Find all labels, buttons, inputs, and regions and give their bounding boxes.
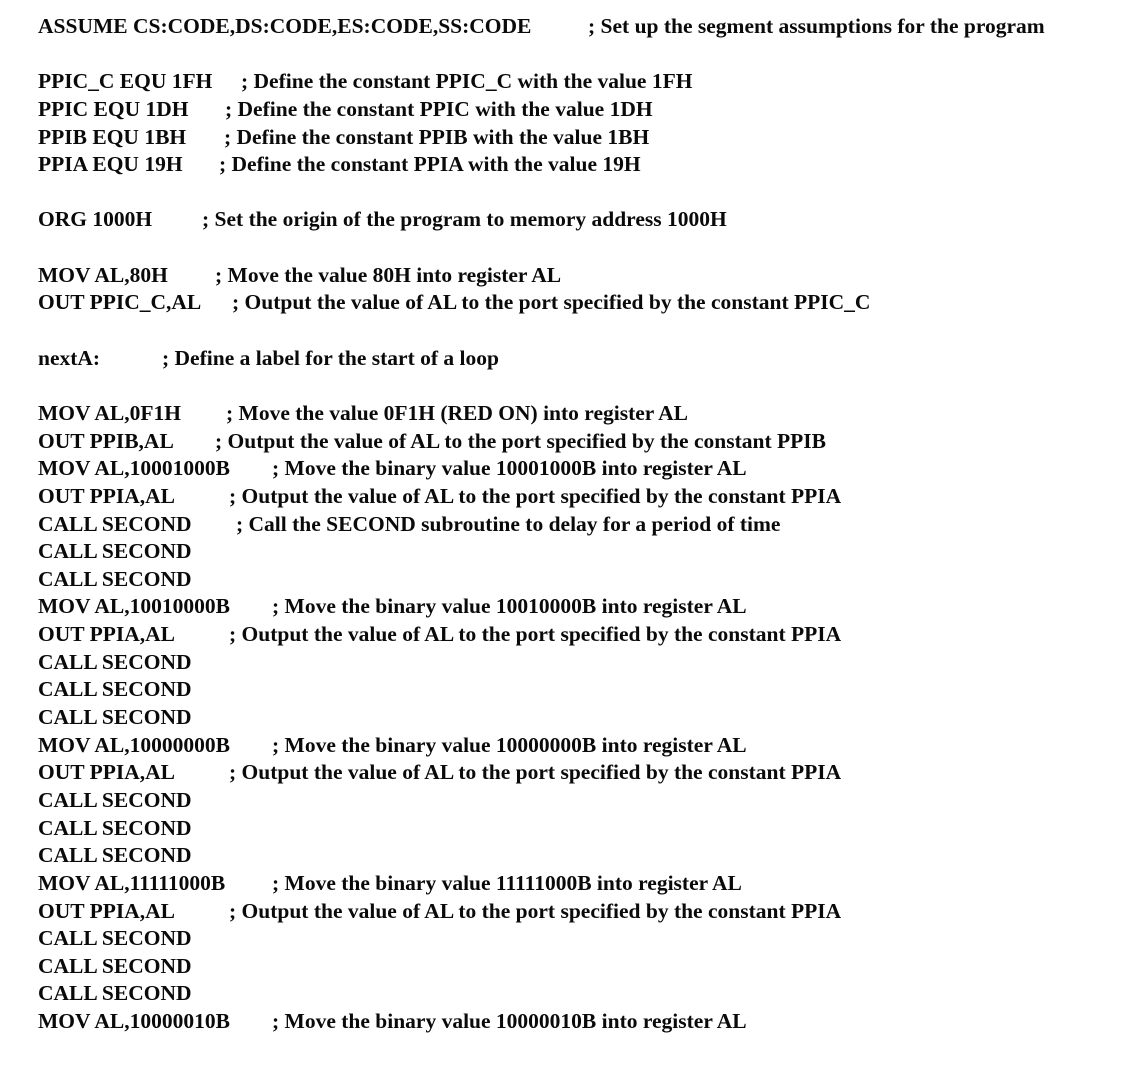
code-line (38, 400, 1106, 428)
instruction: OUT PPIC_C,AL (38, 290, 202, 315)
blank-line (38, 179, 1106, 207)
comment: ; Move the binary value 10010000B into register AL (272, 594, 747, 619)
instruction: CALL SECOND (38, 981, 192, 1006)
instruction: PPIB EQU 1BH (38, 124, 187, 149)
assembly-listing (38, 13, 1106, 1036)
instruction: CALL SECOND (38, 539, 192, 564)
comment: ; Output the value of AL to the port specified by the constant PPIA (229, 760, 842, 785)
instruction: CALL SECOND (38, 787, 192, 812)
instruction: OUT PPIA,AL (38, 622, 175, 647)
instruction: OUT PPIA,AL (38, 483, 175, 508)
comment: ; Move the value 80H into register AL (215, 262, 562, 287)
code-line (38, 151, 1106, 179)
code-line (38, 511, 1106, 539)
instruction: nextA: (38, 345, 101, 370)
code-line (38, 815, 1106, 843)
comment: ; Define the constant PPIC with the value 1DH (225, 96, 653, 121)
instruction: CALL SECOND (38, 649, 192, 674)
code-line (38, 124, 1106, 152)
code-line (38, 898, 1106, 926)
instruction: MOV AL,0F1H (38, 400, 181, 425)
code-line (38, 759, 1106, 787)
instruction: MOV AL,80H (38, 262, 168, 287)
code-line (38, 925, 1106, 953)
comment: ; Output the value of AL to the port specified by the constant PPIA (229, 622, 842, 647)
code-line (38, 96, 1106, 124)
instruction: MOV AL,10001000B (38, 456, 230, 481)
code-line (38, 345, 1106, 373)
comment: ; Move the binary value 10000010B into register AL (272, 1009, 747, 1034)
instruction: PPIA EQU 19H (38, 152, 183, 177)
instruction: CALL SECOND (38, 926, 192, 951)
code-line (38, 483, 1106, 511)
code-line (38, 206, 1106, 234)
blank-line (38, 317, 1106, 345)
instruction: PPIC EQU 1DH (38, 96, 189, 121)
instruction: MOV AL,10000010B (38, 1009, 230, 1034)
code-line (38, 676, 1106, 704)
instruction: CALL SECOND (38, 705, 192, 730)
instruction: ORG 1000H (38, 207, 153, 232)
code-line (38, 787, 1106, 815)
instruction: MOV AL,10000000B (38, 732, 230, 757)
instruction: MOV AL,10010000B (38, 594, 230, 619)
code-line (38, 13, 1106, 41)
instruction: CALL SECOND (38, 511, 192, 536)
comment: ; Output the value of AL to the port specified by the constant PPIA (229, 483, 842, 508)
instruction: CALL SECOND (38, 815, 192, 840)
instruction: OUT PPIB,AL (38, 428, 174, 453)
code-line (38, 262, 1106, 290)
instruction: ASSUME CS:CODE,DS:CODE,ES:CODE,SS:CODE (38, 14, 532, 38)
code-line (38, 704, 1106, 732)
code-line (38, 870, 1106, 898)
code-line (38, 455, 1106, 483)
instruction: OUT PPIA,AL (38, 898, 175, 923)
code-line (38, 68, 1106, 96)
comment: ; Output the value of AL to the port specified by the constant PPIA (229, 898, 842, 923)
comment: ; Move the binary value 10001000B into register AL (272, 456, 747, 481)
code-line (38, 953, 1106, 981)
instruction: CALL SECOND (38, 953, 192, 978)
blank-line (38, 372, 1106, 400)
code-line (38, 842, 1106, 870)
instruction: CALL SECOND (38, 566, 192, 591)
comment: ; Define the constant PPIA with the value 19H (219, 152, 641, 177)
code-line (38, 538, 1106, 566)
comment: ; Move the value 0F1H (RED ON) into register AL (226, 400, 688, 425)
comment: ; Set the origin of the program to memory address 1000H (202, 207, 727, 232)
instruction: CALL SECOND (38, 677, 192, 702)
code-line (38, 593, 1106, 621)
comment: ; Define the constant PPIC_C with the value 1FH (241, 69, 693, 94)
comment: ; Output the value of AL to the port specified by the constant PPIB (215, 428, 826, 453)
instruction: MOV AL,11111000B (38, 870, 226, 895)
comment: ; Move the binary value 11111000B into register AL (272, 870, 742, 895)
code-line (38, 980, 1106, 1008)
comment: ; Call the SECOND subroutine to delay for a period of time (236, 511, 781, 536)
code-line (38, 621, 1106, 649)
code-line (38, 1008, 1106, 1036)
comment: ; Set up the segment assumptions for the program (588, 14, 1045, 38)
comment: ; Move the binary value 10000000B into register AL (272, 732, 747, 757)
code-line (38, 428, 1106, 456)
instruction: CALL SECOND (38, 843, 192, 868)
comment: ; Define a label for the start of a loop (162, 345, 499, 370)
blank-line (38, 234, 1106, 262)
instruction: OUT PPIA,AL (38, 760, 175, 785)
code-line (38, 649, 1106, 677)
code-line (38, 566, 1106, 594)
comment: ; Define the constant PPIB with the value 1BH (224, 124, 650, 149)
comment: ; Output the value of AL to the port specified by the constant PPIC_C (232, 290, 871, 315)
instruction: PPIC_C EQU 1FH (38, 69, 213, 94)
blank-line (38, 41, 1106, 69)
code-line (38, 732, 1106, 760)
code-line (38, 289, 1106, 317)
